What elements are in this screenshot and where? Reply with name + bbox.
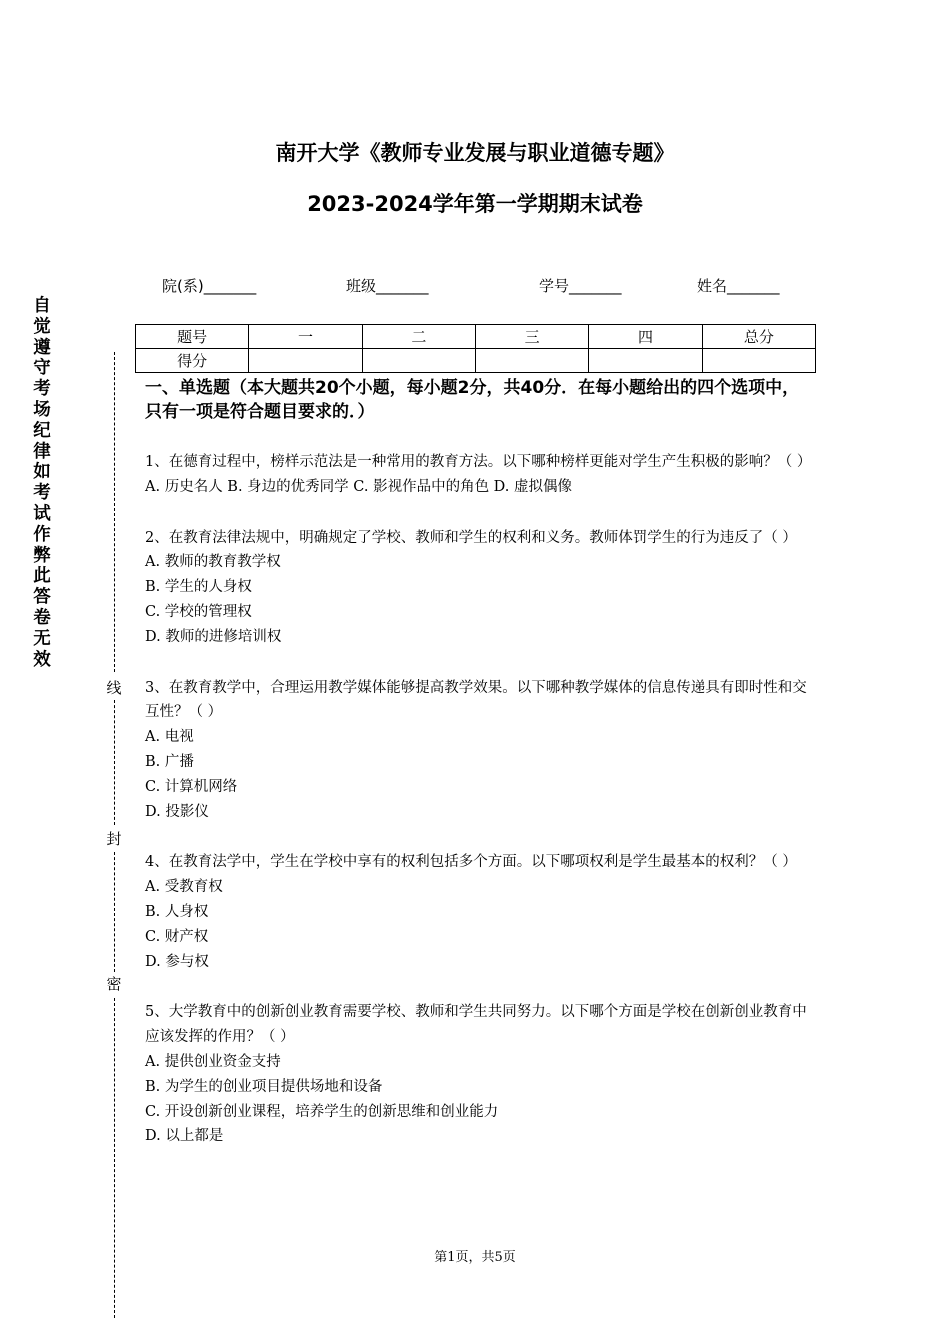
option-b: B. 广播 (145, 753, 194, 770)
score-cell (475, 349, 588, 373)
score-table-score-row (136, 349, 816, 373)
binding-line-segment (114, 700, 115, 825)
option-d: D. 参与权 (145, 953, 209, 970)
section-heading: 一、单选题（本大题共20个小题，每小题2分，共40分．在每小题给出的四个选项中，只有一项是符合题目要求的．） (145, 378, 800, 422)
option-b: B. 为学生的创业项目提供场地和设备 (145, 1078, 383, 1095)
option-c: C. 财产权 (145, 928, 209, 945)
exam-title-line1: 南开大学《教师专业发展与职业道德专题》 (275, 141, 675, 165)
question-3 (145, 676, 813, 825)
question-stem: 5、大学教育中的创新创业教育需要学校、教师和学生共同努力。以下哪个方面是学校在创新创业教育中应该发挥的作用？（ ） (145, 1004, 807, 1046)
page-footer: 第1页，共5页 (434, 1250, 516, 1265)
option-d: D. 教师的进修培训权 (145, 628, 282, 645)
question-stem: 2、在教育法律法规中，明确规定了学校、教师和学生的权利和义务。教师体罚学生的行为违反了（ ） (145, 529, 797, 546)
score-header-cell: 二 (362, 325, 475, 349)
option-a: A. 电视 (145, 729, 194, 746)
score-cell (362, 349, 475, 373)
option-c: C. 计算机网络 (145, 778, 238, 795)
exam-title-line2: 2023-2024学年第一学期期末试卷 (307, 192, 643, 216)
exam-content (145, 376, 813, 1149)
score-cell (589, 349, 702, 373)
exam-discipline-notice: 自 觉 遵 守 考 场 纪 律 如 考 试 作 弊 此 答 卷 无 效 (33, 296, 51, 670)
score-row-label: 得分 (136, 349, 249, 373)
binding-line-segment (114, 352, 115, 672)
option-b: B. 人身权 (145, 903, 209, 920)
score-cell (702, 349, 815, 373)
binding-line-segment (114, 852, 115, 972)
binding-label-line: 线 (106, 679, 122, 697)
option-a: A. 受教育权 (145, 879, 223, 896)
option-a: A. 教师的教育教学权 (145, 554, 281, 571)
score-header-cell: 题号 (136, 325, 249, 349)
question-1 (145, 450, 813, 500)
score-cell (249, 349, 362, 373)
class-field: 班级_______ (346, 277, 429, 295)
binding-label-secret: 密 (106, 975, 122, 993)
binding-line-segment (114, 998, 115, 1318)
binding-label-seal: 封 (106, 830, 122, 848)
question-stem: 3、在教育教学中，合理运用教学媒体能够提高教学效果。以下哪种教学媒体的信息传递具有即时性和交互性？（ ） (145, 679, 807, 721)
option-a: A. 提供创业资金支持 (145, 1053, 281, 1070)
name-field: 姓名_______ (697, 277, 780, 295)
option-d: D. 投影仪 (145, 803, 209, 820)
question-stem: 4、在教育法学中，学生在学校中享有的权利包括多个方面。以下哪项权利是学生最基本的权利？（ ） (145, 854, 797, 871)
option-c: C. 开设创新创业课程，培养学生的创新思维和创业能力 (145, 1103, 499, 1120)
score-header-cell: 总分 (702, 325, 815, 349)
option-b: B. 学生的人身权 (145, 579, 252, 596)
question-stem: 1、在德育过程中，榜样示范法是一种常用的教育方法。以下哪种榜样更能对学生产生积极的影响？（ ） (145, 454, 812, 470)
student-id-field: 学号_______ (539, 277, 622, 295)
option-c: C. 学校的管理权 (145, 603, 252, 620)
score-header-cell: 三 (475, 325, 588, 349)
question-2 (145, 526, 813, 650)
question-5 (145, 1000, 813, 1149)
score-table (135, 324, 816, 373)
score-table-header-row (136, 325, 816, 349)
score-header-cell: 一 (249, 325, 362, 349)
dept-field: 院(系)_______ (162, 277, 257, 295)
question-4 (145, 850, 813, 974)
question-options-inline: A. 历史名人 B. 身边的优秀同学 C. 影视作品中的角色 D. 虚拟偶像 (145, 478, 573, 495)
option-d: D. 以上都是 (145, 1128, 224, 1145)
score-header-cell: 四 (589, 325, 702, 349)
